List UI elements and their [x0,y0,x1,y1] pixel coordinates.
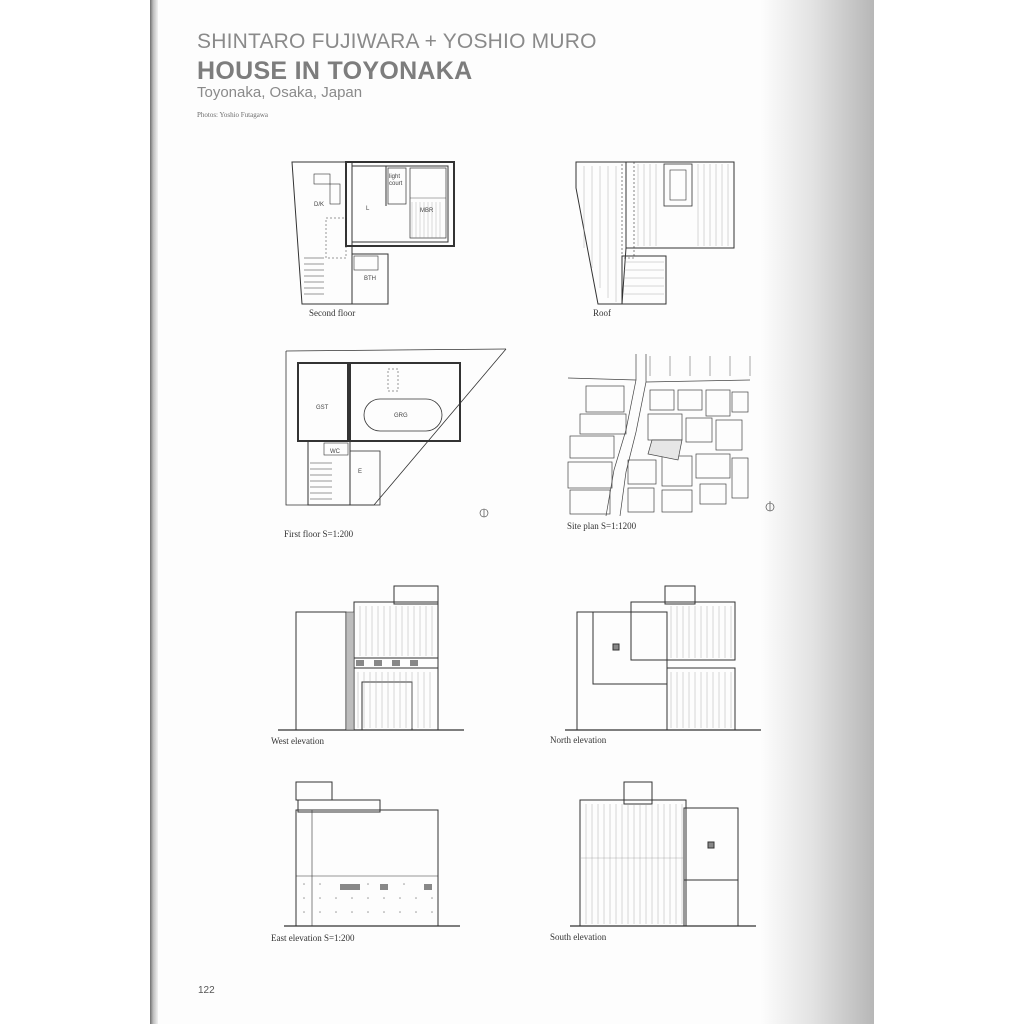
room-label-mbr: MBR [420,208,434,214]
scan-margin-right [874,0,1024,1024]
scan-margin-left [0,0,150,1024]
room-label-gst: GST [316,405,329,411]
caption-east-elevation: East elevation S=1:200 [271,933,355,943]
west-elevation [278,582,468,732]
north-elevation [565,582,765,732]
caption-south-elevation: South elevation [550,932,607,942]
project-location: Toyonaka, Osaka, Japan [197,84,363,101]
caption-site-plan: Site plan S=1:1200 [567,521,637,531]
site-plan [566,350,781,520]
south-elevation [570,780,760,930]
book-binding [150,0,158,1024]
caption-roof: Roof [593,308,611,318]
caption-first-floor: First floor S=1:200 [284,529,354,539]
caption-second-floor: Second floor [309,308,356,318]
east-elevation [284,780,464,930]
project-title: HOUSE IN TOYONAKA [197,57,473,85]
room-label-wc: WC [330,449,340,455]
room-label-dk: D/K [314,202,325,208]
room-label-light: light [389,174,401,180]
caption-west-elevation: West elevation [271,736,325,746]
room-label-bth: BTH [364,276,376,282]
room-label-e: E [358,469,363,475]
second-floor-plan [290,158,460,306]
architects-line: SHINTARO FUJIWARA + YOSHIO MURO [197,30,597,53]
caption-north-elevation: North elevation [550,735,607,745]
photo-credit: Photos: Yoshio Futagawa [197,111,268,119]
roof-plan [574,158,739,306]
room-label-grg: GRG [394,413,408,419]
room-label-court: court [389,181,403,187]
room-label-living: L [366,206,370,212]
first-floor-plan [280,345,512,525]
page-number: 122 [198,985,215,996]
